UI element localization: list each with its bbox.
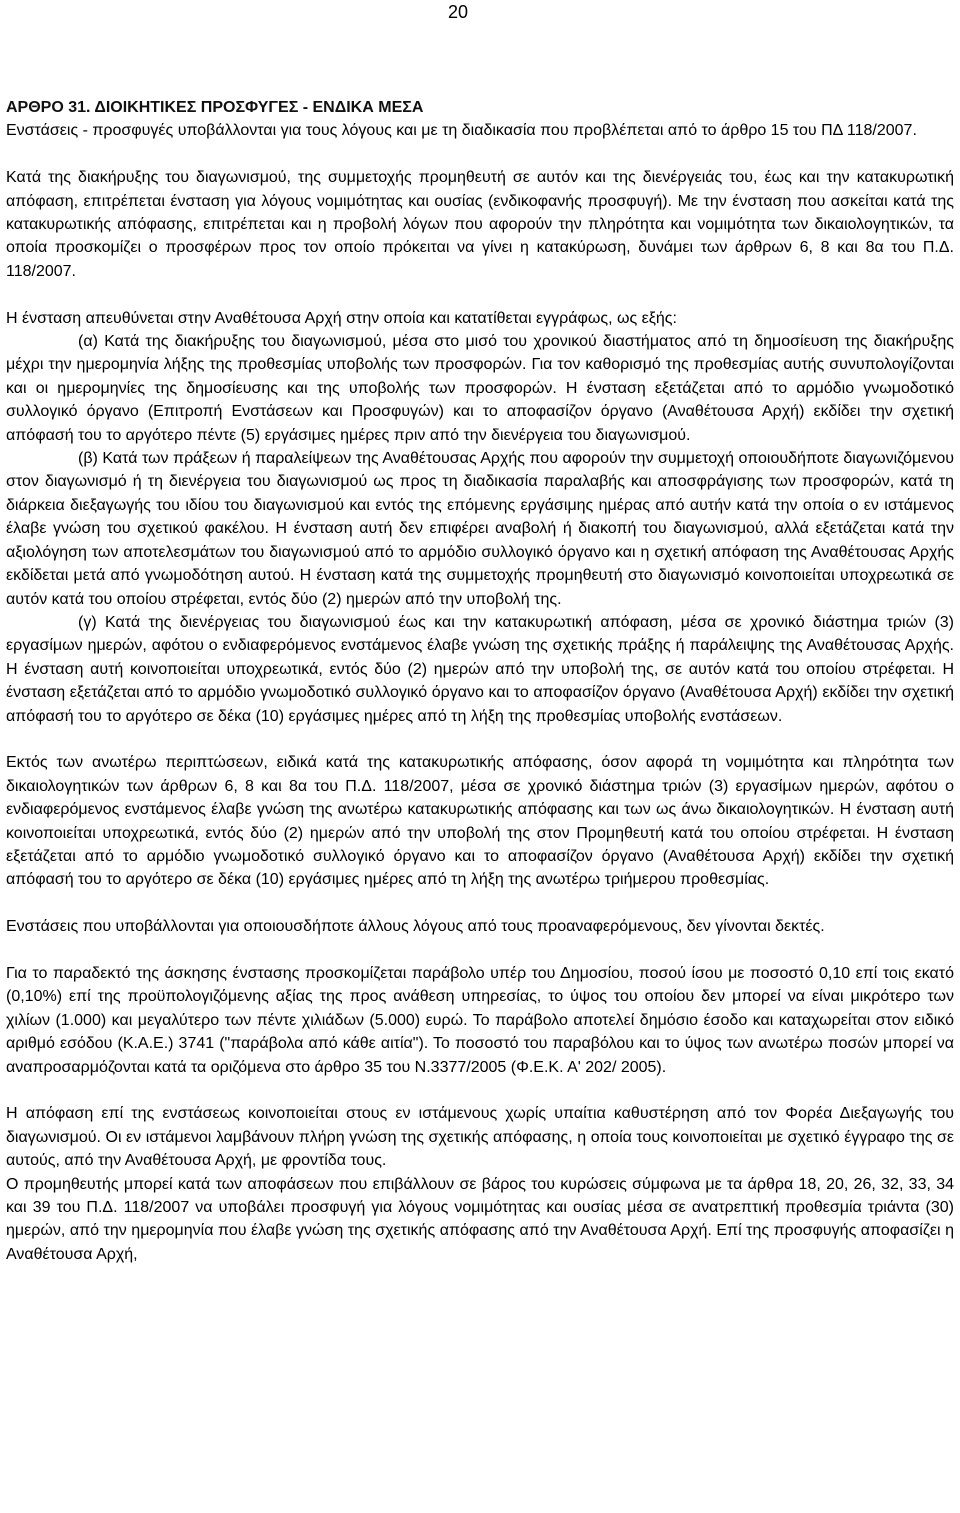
paragraph-submission-intro: Η ένσταση απευθύνεται στην Αναθέτουσα Αρχή στην οποία και κατατίθεται εγγράφως, ως εξής:	[6, 309, 677, 327]
paragraph-award-decision: Εκτός των ανωτέρω περιπτώσεων, ειδικά κατά της κατακυρωτικής απόφασης, όσον αφορά τη νομιμότητα και πληρότητα των δικαιολογητικών των άρθρων 6, 8 και 8α του Π.Δ. 118/2007, μέσα σε χρονικό διάστημα τριών (3) εργασίμων ημερών, αφότου ο ενδιαφερόμενος ενστάμενος έλαβε γνώση της ανωτέρω κατακυρωτικής απόφασης και των ως άνω δικαιολογητικών. Η ένσταση αυτή κοινοποιείται υποχρεωτικά, εντός δύο (2) ημερών από την υποβολή της στον Προμηθευτή κατά του οποίου στρέφεται. Η ένσταση εξετάζεται από το αρμόδιο γνωμοδοτικό συλλογικό όργανο και το αποφασίζον όργανο (Αναθέτουσα Αρχή) εκδίδει την σχετική απόφασή του το αργότερο σε δέκα (10) εργάσιμες ημέρες από τη λήξη της ανωτέρω τριήμερου προθεσμίας.	[6, 754, 954, 889]
paragraph-notification: Η απόφαση επί της ενστάσεως κοινοποιείται στους εν ιστάμενους χωρίς υπαίτια καθυστέρηση από τον Φορέα Διεξαγωγής του διαγωνισμού. Οι εν ιστάμενοι λαμβάνουν πλήρη γνώση της σχετικής απόφασης, η οποία τους κοινοποιείται με σχετικό έγγραφο της σε αυτούς, από την Αναθέτουσα Αρχή, με φροντίδα τους.	[6, 1105, 954, 1170]
paragraph-case-b: (β) Κατά των πράξεων ή παραλείψεων της Αναθέτουσας Αρχής που αφορούν την συμμετοχή οποιουδήποτε διαγωνιζόμενου στον διαγωνισμό ή τη διενέργεια του διαγωνισμού ως προς τη διαδικασία παραλαβής και αποσφράγισης των προσφορών, κατά τη διάρκεια διεξαγωγής του ιδίου του διαγωνισμού και εντός της επόμενης εργάσιμης ημέρας από αυτήν κατά την οποία ο εν ιστάμενος έλαβε γνώση του σχετικού φακέλου. Η ένσταση αυτή δεν επιφέρει αναβολή ή διακοπή του διαγωνισμού, αλλά εξετάζεται κατά την αξιολόγηση των αποτελεσμάτων του διαγωνισμού από το αρμόδιο συλλογικό όργανο και η σχετική απόφαση της Αναθέτουσας Αρχής εκδίδεται μετά από γνωμοδότηση αυτού. Η ένσταση κατά της συμμετοχής προμηθευτή στο διαγωνισμό κοινοποιείται υποχρεωτικά σε αυτόν κατά του οποίου στρέφεται, εντός δύο (2) ημερών από την υποβολή της.	[6, 450, 954, 608]
paragraph-appeal: Ο προμηθευτής μπορεί κατά των αποφάσεων που επιβάλλουν σε βάρος του κυρώσεις σύμφωνα με τα άρθρα 18, 20, 26, 32, 33, 34 και 39 του Π.Δ. 118/2007 να υποβάλει προσφυγή για λόγους νομιμότητας και ουσίας μέσα σε ανατρεπτική προθεσμία τριάντα (30) ημερών, από την ημερομηνία που έλαβε γνώση της σχετικής απόφασης από την Αναθέτουσα Αρχή. Επί της προσφυγής αποφασίζει η Αναθέτουσα Αρχή,	[6, 1175, 954, 1263]
article-heading: ΑΡΘΡΟ 31. ΔΙΟΙΚΗΤΙΚΕΣ ΠΡΟΣΦΥΓΕΣ - ΕΝΔΙΚΑ ΜΕΣΑ	[6, 99, 424, 116]
paragraph-objections-intro: Ενστάσεις - προσφυγές υποβάλλονται για τους λόγους και με τη διαδικασία που προβλέπεται από το άρθρο 15 του ΠΔ 118/2007.	[6, 122, 917, 140]
paragraph-objection-scope: Κατά της διακήρυξης του διαγωνισμού, της συμμετοχής προμηθευτή σε αυτόν και της διενέργειάς του, έως και την κατακυρωτική απόφαση, επιτρέπεται ένσταση για λόγους νομιμότητας και ουσίας (ενδικοφανής προσφυγή). Με την ένσταση που ασκείται κατά της κατακυρωτικής απόφασης, επιτρέπεται και η προβολή λόγων που αφορούν την πληρότητα και νομιμότητα των δικαιολογητικών, τα οποία προσκομίζει ο προσφέρων προς τον οποίο πρόκειται να γίνει η κατακύρωση, δυνάμει των άρθρων 6, 8 και 8α του Π.Δ. 118/2007.	[6, 169, 954, 280]
page-number: 20	[448, 2, 469, 22]
paragraph-case-c: (γ) Κατά της διενέργειας του διαγωνισμού έως και την κατακυρωτική απόφαση, μέσα σε χρονικό διάστημα τριών (3) εργασίμων ημερών, αφότου ο ενδιαφερόμενος ενστάμενος έλαβε γνώση της σχετικής πράξης ή παράλειψης της Αναθέτουσας Αρχής. Η ένσταση αυτή κοινοποιείται υποχρεωτικά, εντός δύο (2) ημερών από την υποβολή της, σε αυτόν κατά του οποίου στρέφεται. Η ένσταση εξετάζεται από το αρμόδιο γνωμοδοτικό συλλογικό όργανο και το αποφασίζον όργανο (Αναθέτουσα Αρχή) εκδίδει την σχετική απόφασή του το αργότερο σε δέκα (10) εργάσιμες ημέρες από τη λήξη της προθεσμίας υποβολής ενστάσεων.	[6, 613, 954, 725]
paragraph-inadmissible: Ενστάσεις που υποβάλλονται για οποιουσδήποτε άλλους λόγους από τους προαναφερόμενους, δεν γίνονται δεκτές.	[6, 918, 825, 936]
document-body	[6, 96, 954, 1266]
paragraph-fee: Για το παραδεκτό της άσκησης ένστασης προσκομίζεται παράβολο υπέρ του Δημοσίου, ποσού ίσου με ποσοστό 0,10 επί τοις εκατό (0,10%) επί της προϋπολογιζόμενης αξίας της προς ανάθεση υπηρεσίας, το ύψος του οποίου δεν μπορεί να είναι μικρότερο των χιλίων (1.000) και μεγαλύτερο των πέντε χιλιάδων (5.000) ευρώ. Το παράβολο αποτελεί δημόσιο έσοδο και καταχωρείται στον ειδικό αριθμό εσόδου (Κ.Α.Ε.) 3741 ("παράβολα από κάθε αιτία"). Το ποσοστό του παραβόλου και το ύψος των ανωτέρω ποσών μπορεί να αναπροσαρμόζονται κατά τα οριζόμενα στο άρθρο 35 του Ν.3377/2005 (Φ.Ε.Κ. Α' 202/ 2005).	[6, 964, 954, 1076]
paragraph-case-a: (α) Κατά της διακήρυξης του διαγωνισμού, μέσα στο μισό του χρονικού διαστήματος από τη δημοσίευση της διακήρυξης μέχρι την ημερομηνία λήξης της προθεσμίας υποβολής των προσφορών. Για τον καθορισμό της προθεσμίας αυτής συνυπολογίζονται και οι ημερομηνίες της δημοσίευσης και της υποβολής των προσφορών. Η ένσταση εξετάζεται από το αρμόδιο γνωμοδοτικό συλλογικό όργανο (Επιτροπή Ενστάσεων και Προσφυγών) και το αποφασίζον όργανο (Αναθέτουσα Αρχή) εκδίδει την σχετική απόφασή του το αργότερο πέντε (5) εργάσιμες ημέρες πριν από την διενέργεια του διαγωνισμού.	[6, 333, 954, 444]
